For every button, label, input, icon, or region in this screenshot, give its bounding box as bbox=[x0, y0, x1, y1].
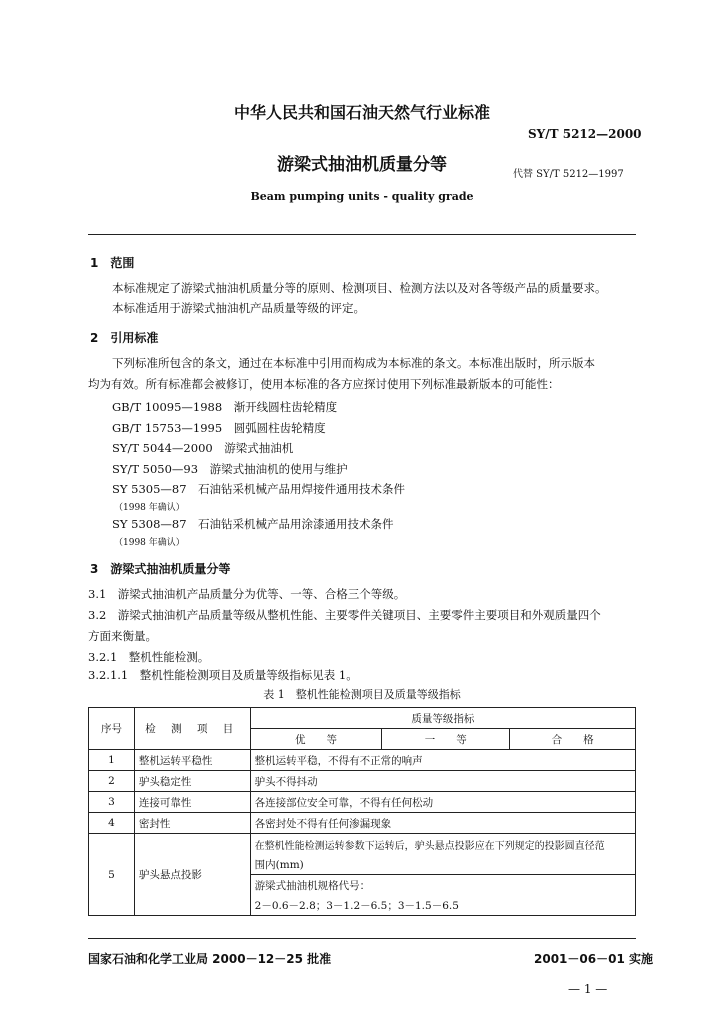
row-number: 5 bbox=[89, 834, 135, 916]
reference-item: GB/T 15753—1995 圆弧圆柱齿轮精度 bbox=[112, 421, 326, 435]
table-row bbox=[89, 771, 636, 792]
clause-3-2-line-1: 3.2 游梁式抽油机产品质量等级从整机性能、主要零件关键项目、主要零件主要项目和外观质量四个 bbox=[88, 608, 601, 622]
table-row bbox=[89, 813, 636, 834]
row-requirement: 驴头不得抖动 bbox=[250, 771, 635, 792]
clause-3-1: 3.1 游梁式抽油机产品质量分为优等、一等、合格三个等级。 bbox=[88, 587, 406, 601]
header-cell-excellent: 优 等 bbox=[250, 729, 382, 750]
table-row bbox=[89, 834, 636, 855]
section-1-paragraph-1: 本标准规定了游梁式抽油机质量分等的原则、检测项目、检测方法以及对各等级产品的质量要求。 bbox=[112, 281, 607, 295]
row-requirement-line: 游梁式抽油机规格代号： bbox=[250, 875, 635, 896]
row-requirement-line: 围内(mm) bbox=[250, 854, 635, 875]
row-item: 驴头悬点投影 bbox=[134, 834, 250, 916]
header-divider bbox=[88, 234, 636, 235]
table-caption: 表 1 整机性能检测项目及质量等级指标 bbox=[263, 688, 461, 701]
header-cell-number: 序号 bbox=[89, 708, 135, 750]
reference-item: SY/T 5050—93 游梁式抽油机的使用与维护 bbox=[112, 462, 348, 476]
section-1-paragraph-2: 本标准适用于游梁式抽油机产品质量等级的评定。 bbox=[112, 301, 365, 315]
clause-3-2-1-1: 3.2.1.1 整机性能检测项目及质量等级指标见表 1。 bbox=[88, 668, 358, 682]
footer-divider bbox=[88, 938, 636, 939]
clause-3-2-line-2: 方面来衡量。 bbox=[88, 629, 157, 643]
header-cell-first-class: 一 等 bbox=[382, 729, 510, 750]
reference-item: SY/T 5044—2000 游梁式抽油机 bbox=[112, 441, 294, 455]
table-row bbox=[89, 750, 636, 771]
row-requirement: 各密封处不得有任何渗漏现象 bbox=[250, 813, 635, 834]
approval-note: 国家石油和化学工业局 2000－12－25 批准 bbox=[88, 952, 332, 966]
row-item: 整机运转平稳性 bbox=[134, 750, 250, 771]
clause-3-2-1: 3.2.1 整机性能检测。 bbox=[88, 650, 210, 664]
section-3-heading: 3 游梁式抽油机质量分等 bbox=[90, 562, 231, 576]
header-cell-qualified: 合 格 bbox=[510, 729, 636, 750]
row-requirement: 各连接部位安全可靠，不得有任何松动 bbox=[250, 792, 635, 813]
row-requirement-line: 2－0.6－2.8；3－1.2－6.5；3－1.5－6.5 bbox=[250, 895, 635, 916]
row-requirement-line: 在整机性能检测运转参数下运转后，驴头悬点投影应在下列规定的投影圆直径范 bbox=[250, 834, 635, 855]
row-number: 4 bbox=[89, 813, 135, 834]
row-item: 连接可靠性 bbox=[134, 792, 250, 813]
section-2-heading: 2 引用标准 bbox=[90, 331, 159, 345]
replaces-note: 代替 SY/T 5212—1997 bbox=[513, 169, 624, 180]
row-item: 密封性 bbox=[134, 813, 250, 834]
reference-confirm-note: （1998 年确认） bbox=[114, 538, 185, 548]
row-number: 1 bbox=[89, 750, 135, 771]
reference-item: SY 5305—87 石油钻采机械产品用焊接件通用技术条件 bbox=[112, 482, 406, 496]
section-2-paragraph-line-1: 下列标准所包含的条文，通过在本标准中引用而构成为本标准的条文。本标准出版时，所示版本 bbox=[112, 356, 595, 370]
english-title: Beam pumping units - quality grade bbox=[250, 190, 474, 203]
row-item: 驴头稳定性 bbox=[134, 771, 250, 792]
section-1-heading: 1 范围 bbox=[90, 256, 135, 270]
section-2-paragraph-line-2: 均为有效。所有标准都会被修订，使用本标准的各方应探讨使用下列标准最新版本的可能性： bbox=[88, 377, 560, 391]
table-row bbox=[89, 792, 636, 813]
document-title: 游梁式抽油机质量分等 bbox=[277, 155, 447, 175]
header-cell-item: 检 测 项 目 bbox=[134, 708, 250, 750]
quality-grade-table bbox=[88, 707, 636, 916]
header-cell-grade: 质量等级指标 bbox=[250, 708, 635, 729]
reference-item: SY 5308—87 石油钻采机械产品用涂漆通用技术条件 bbox=[112, 517, 394, 531]
implementation-date: 2001－06－01 实施 bbox=[534, 952, 653, 966]
issuing-body-title: 中华人民共和国石油天然气行业标准 bbox=[233, 103, 490, 122]
page-number: — 1 — bbox=[568, 982, 608, 996]
table-header-row bbox=[89, 708, 636, 729]
row-number: 3 bbox=[89, 792, 135, 813]
standard-number: SY/T 5212—2000 bbox=[528, 127, 642, 141]
reference-item: GB/T 10095—1988 渐开线圆柱齿轮精度 bbox=[112, 400, 338, 414]
row-requirement: 整机运转平稳，不得有不正常的响声 bbox=[250, 750, 635, 771]
row-number: 2 bbox=[89, 771, 135, 792]
reference-confirm-note: （1998 年确认） bbox=[114, 503, 185, 513]
